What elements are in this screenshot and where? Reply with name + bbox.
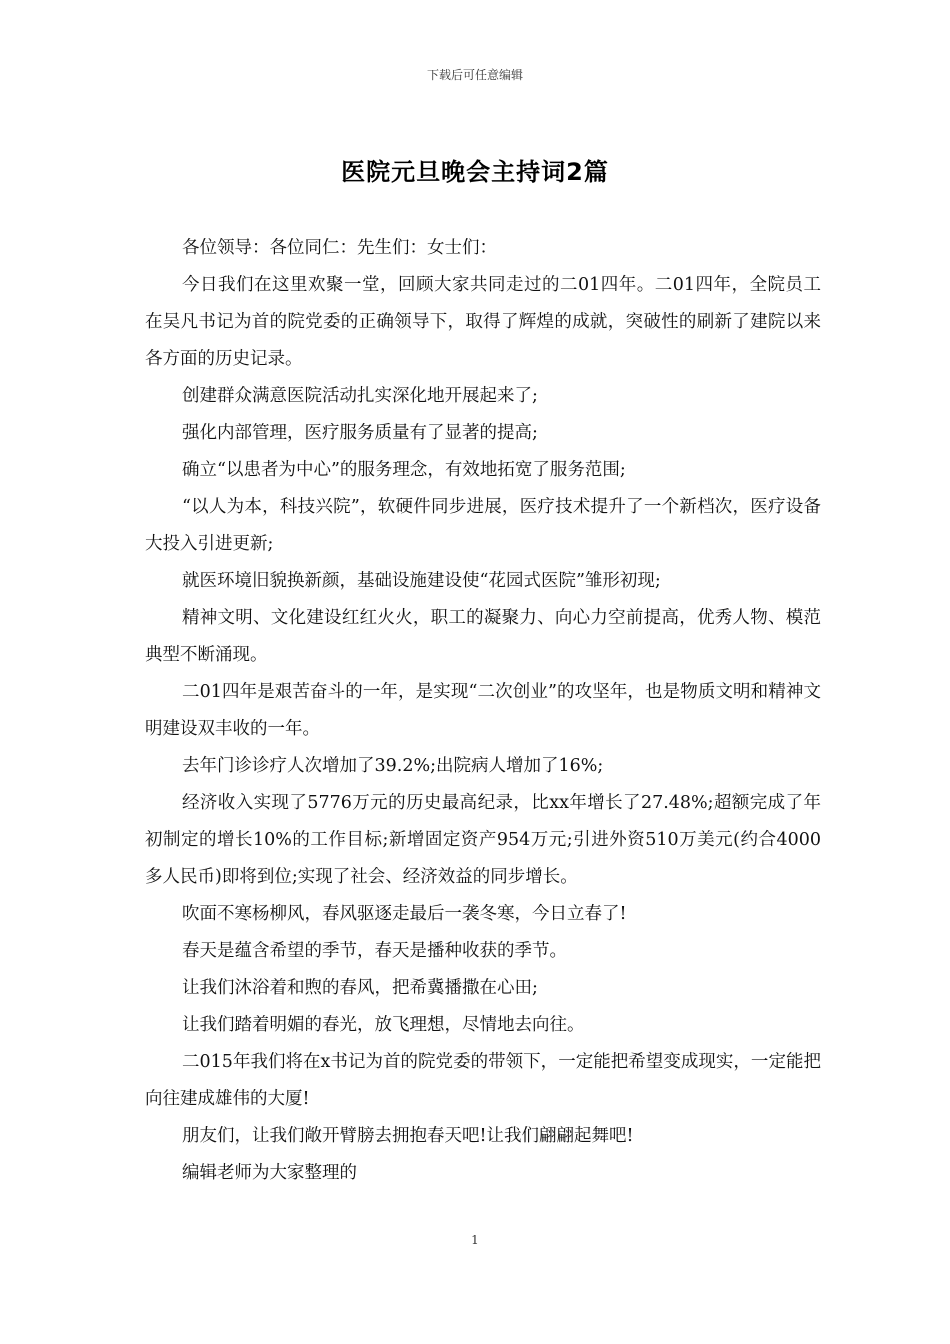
paragraph: 今日我们在这里欢聚一堂，回顾大家共同走过的二01四年。二01四年，全院员工在吴凡书记为首的院党委的正确领导下，取得了辉煌的成就，突破性的刷新了建院以来各方面的历史记录。 [145,275,821,369]
paragraph: 各位领导：各位同仁：先生们：女士们： [182,238,497,258]
header-note: 下载后可任意编辑 [426,68,523,82]
paragraph: 二015年我们将在x书记为首的院党委的带领下，一定能把希望变成现实，一定能把向往建成雄伟的大厦! [145,1052,821,1109]
paragraph: 让我们踏着明媚的春光，放飞理想，尽情地去向往。 [182,1015,585,1035]
paragraph: 确立“以患者为中心”的服务理念，有效地拓宽了服务范围; [182,460,626,480]
paragraph: 让我们沐浴着和煦的春风，把希冀播撒在心田; [182,978,538,998]
paragraph: 春天是蕴含希望的季节，春天是播种收获的季节。 [182,941,567,961]
page-number: 1 [471,1233,479,1247]
paragraph: 精神文明、文化建设红红火火，职工的凝聚力、向心力空前提高，优秀人物、模范典型不断涌现。 [145,608,821,665]
paragraph: 去年门诊诊疗人次增加了39.2%;出院病人增加了16%; [182,756,604,776]
paragraph: 吹面不寒杨柳风，春风驱逐走最后一袭冬寒，今日立春了! [182,904,627,924]
paragraph: 经济收入实现了5776万元的历史最高纪录，比xx年增长了27.48%;超额完成了年初制定的增长10%的工作目标;新增固定资产954万元;引进外资510万美元(约合4000多人民币)即将到位;实现了社会、经济效益的同步增长。 [145,793,821,887]
paragraph: 强化内部管理，医疗服务质量有了显著的提高; [182,423,538,443]
paragraph: “以人为本，科技兴院”，软硬件同步进展，医疗技术提升了一个新档次，医疗设备大投入引进更新; [145,497,821,554]
paragraph: 编辑老师为大家整理的 [182,1163,357,1183]
document-body [145,230,821,1192]
paragraph: 二01四年是艰苦奋斗的一年，是实现“二次创业”的攻坚年，也是物质文明和精神文明建设双丰收的一年。 [145,682,821,739]
paragraph: 朋友们，让我们敞开臂膀去拥抱春天吧!让我们翩翩起舞吧! [182,1126,634,1146]
paragraph: 就医环境旧貌换新颜，基础设施建设使“花园式医院”雏形初现; [182,571,661,591]
document-title: 医院元旦晚会主持词2篇 [341,158,609,186]
paragraph: 创建群众满意医院活动扎实深化地开展起来了; [182,386,538,406]
